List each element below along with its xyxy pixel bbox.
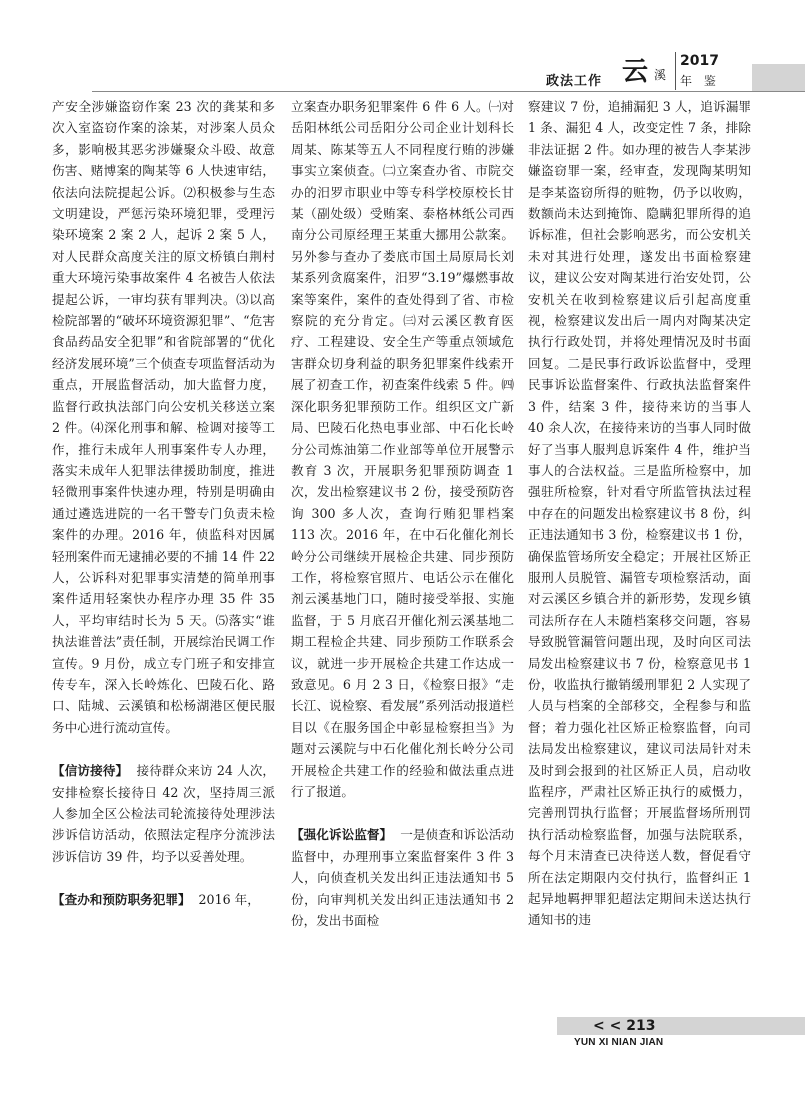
paragraph-public-prosecution: 产安全涉嫌盗窃作案 23 次的龚某和多次入室盗窃作案的涂某，对涉案人员众多，影响极其恶劣涉嫌聚众斗殴、故意伤害、赌博案的陶某等 6 人快速审结，依法向法院提起公诉。⑵积极参与生态文明建设，严惩污染环境犯罪，受理污染环境案 2 案 2 人，起诉 2 案 5 人，对人民群众高度关注的原文桥镇白荆村重大环境污染事故案件 4 名被告人依法提起公诉，一审均获有罪判决。⑶以高检院部署的“破坏环境资源犯罪”、“危害食品药品安全犯罪”和省院部署的“优化经济发展环境”三个侦查专项监督活动为重点，开展监督活动，加大监督力度，监督行政执法部门向公安机关移送立案 2 件。⑷深化刑事和解、检调对接等工作，推行未成年人刑事案件专人办理，落实未成年人犯罪法律援助制度，推进轻微刑事案件快速办理，特别是明确由通过遴选进院的一名干警专门负责未检案件的办理。2016 年，侦监科对因属轻刑案件而无逮捕必要的不捕 14 件 22 人，公诉科对犯罪事实清楚的简单刑事案件适用轻案快办程序办理 35 件 35 人，平均审结时长为 5 天。⑸落实“谁执法谁普法”责任制，开展综治民调工作宣传。9 月份，成立专门班子和安排宣传专车，深入长岭炼化、巴陵石化、路口、陆城、云溪镇和松杨湖港区便民服务中心进行流动宣传。 — [52, 99, 275, 735]
column-left — [52, 96, 275, 911]
section-tag-petition: 【信访接待】 — [52, 763, 129, 779]
header-book-label: 年 鉴 — [680, 74, 720, 88]
logo-char-xi: 溪 — [654, 68, 667, 82]
header-rule — [92, 91, 805, 92]
paragraph-litigation-supervision — [291, 824, 514, 931]
paragraph-petition-reception — [52, 760, 275, 867]
section-tag-litigation: 【强化诉讼监督】 — [291, 827, 393, 843]
header-divider — [675, 52, 676, 90]
section-title: 政法工作 — [546, 74, 603, 89]
section-tag-duty-crime: 【查办和预防职务犯罪】 — [52, 892, 191, 908]
column-middle — [291, 96, 514, 931]
page-number: < < 213 — [593, 1018, 656, 1034]
header-gray-tab — [752, 64, 805, 91]
logo-char-yun: 云 — [622, 57, 649, 87]
header-year: 2017 — [680, 53, 719, 69]
yearbook-logo — [622, 56, 674, 88]
paragraph-duty-crime-cases: 立案查办职务犯罪案件 6 件 6 人。㈠对岳阳林纸公司岳阳分公司企业计划科长周某、陈某等五人不同程度行贿的涉嫌事实立案侦查。㈡立案查办省、市院交办的汨罗市职业中等专科学校原校长甘某（副处级）受贿案、泰格林纸公司西南分公司原经理王某重大挪用公款案。另外参与查办了娄底市国土局原局长刘某系列贪腐案件，汨罗“3.19”爆燃事故案等案件，案件的查处得到了省、市检察院的充分肯定。㈢对云溪区教育医疗、工程建设、安全生产等重点领域危害群众切身利益的职务犯罪案件线索开展了初查工作，初查案件线索 5 件。㈣深化职务犯罪预防工作。组织区文广新局、巴陵石化热电事业部、中石化长岭分公司炼油第二作业部等单位开展警示教育 3 次，开展职务犯罪预防调查 1 次，发出检察建议书 2 份，接受预防咨询 300 多人次，查询行贿犯罪档案 113 次。2016 年，在中石化催化剂长岭分公司继续开展检企共建、同步预防工作，将检察官照片、电话公示在催化剂云溪基地门口，随时接受举报、实施监督，于 5 月底召开催化剂云溪基地二期工程检企共建、同步预防工作联系会议，就进一步开展检企共建工作达成一致意见。6 月 2 3 日，《检察日报》“走长江、说检察、看发展”系列活动报道栏目以《在服务国企中彰显检察担当》为题对云溪院与中石化催化剂长岭分公司开展检企共建工作的经验和做法重点进行了报道。 — [291, 99, 514, 799]
paragraph-supervision-continued: 察建议 7 份，追捕漏犯 3 人，追诉漏罪 1 条、漏犯 4 人，改变定性 7 条，排除非法证据 2 件。如办理的被告人李某涉嫌盗窃罪一案，经审查，发现陶某明知是李某盗窃所得的赃物，仍予以收购，数额尚未达到掩饰、隐瞒犯罪所得的追诉标准，但社会影响恶劣，而公安机关未对其进行处理，遂发出书面检察建议，建议公安对陶某进行治安处罚，公安机关在收到检察建议后引起高度重视，检察建议发出后一周内对陶某决定执行行政处罚，并将处理情况及时书面回复。二是民事行政诉讼监督中，受理民事诉讼监督案件、行政执法监督案件 3 件，结案 3 件，接待来访的当事人 40 余人次，在接待来访的当事人同时做好了当事人服判息诉案件 4 件，维护当事人的合法权益。三是监所检察中，加强驻所检察，针对看守所监管执法过程中存在的问题发出检察建议书 8 份，纠正违法通知书 3 份，检察建议书 1 份，确保监管场所安全稳定；开展社区矫正服刑人员脱管、漏管专项检察活动，面对云溪区乡镇合并的新形势，发现乡镇司法所存在人未随档案移交问题，容易导致脱管漏管问题出现，及时向区司法局发出检察建议书 7 份，检察意见书 1 份，收监执行撤销缓刑罪犯 2 人实现了人员与档案的全部移交，全程参与和监督；着力强化社区矫正检察监督，向司法局发出检察建议，建议司法局针对未及时到会报到的社区矫正人员，启动收监程序，严肃社区矫正执行的威慑力，完善刑罚执行监督；开展监督场所刑罚执行活动检察监督，加强与法院联系，每个月末清查已决待送人数，督促看守所在法定期限内交付执行，监督纠正 1 起异地羁押罪犯超法定期间未送达执行通知书的违 — [528, 99, 751, 928]
footer-pinyin: YUN XI NIAN JIAN — [574, 1037, 664, 1048]
litigation-text: 一是侦查和诉讼活动监督中，办理刑事立案监督案件 3 件 3 人，向侦查机关发出纠正违法通知书 5 份，向审判机关发出纠正违法通知书 2 份，发出书面检 — [291, 827, 515, 929]
duty-crime-text: 2016 年， — [198, 892, 260, 908]
petition-text: 接待群众来访 24 人次，安排检察长接待日 42 次，坚持周三派人参加全区公检法司轮流接待处理涉法涉诉信访活动，依照法定程序分流涉法涉诉信访 39 件，均予以妥善处理。 — [52, 763, 275, 864]
column-right — [528, 96, 751, 931]
paragraph-duty-crime — [52, 889, 275, 910]
page-header — [0, 0, 805, 92]
